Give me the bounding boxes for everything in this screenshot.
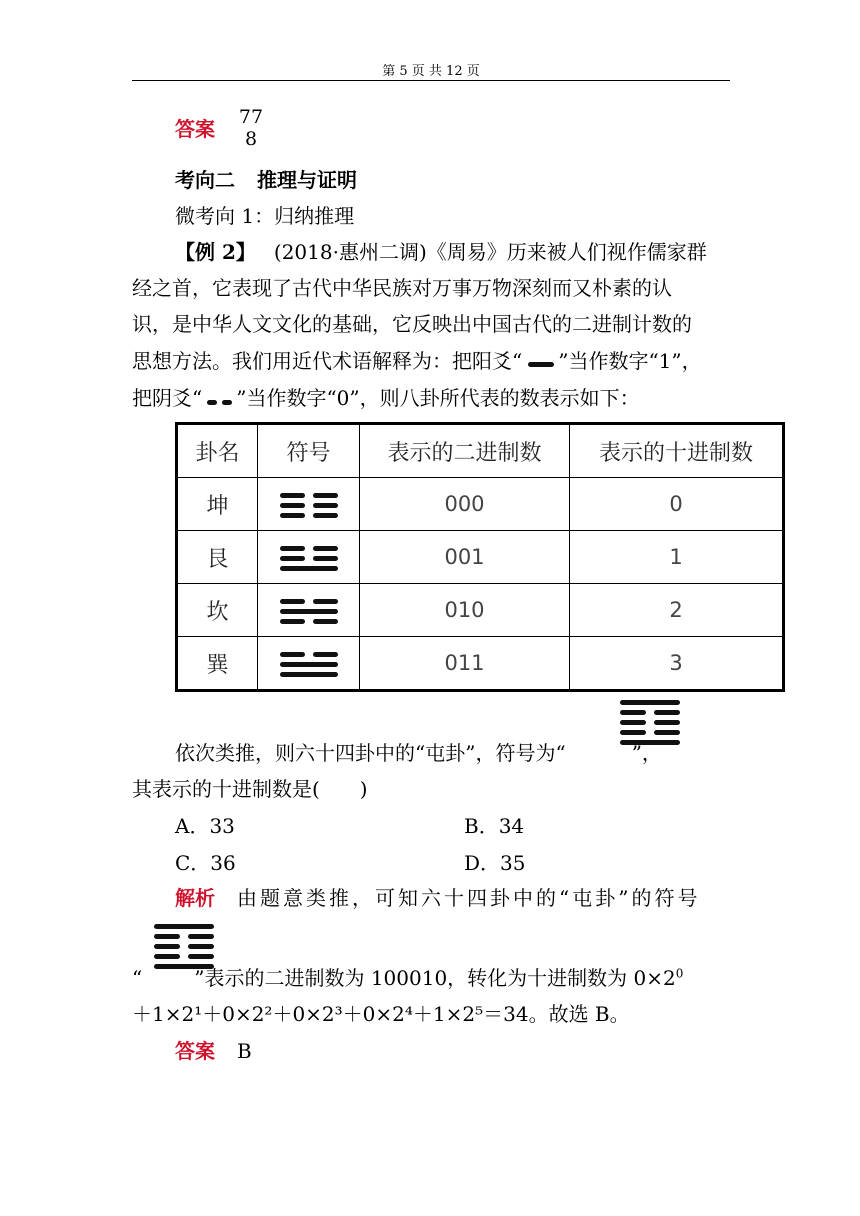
option-c[interactable]: C．36	[175, 851, 236, 875]
section-subtitle: 微考向 1：归纳推理	[175, 204, 355, 228]
trigram-binary: 001	[360, 531, 570, 584]
trigram-name: 巽	[177, 637, 258, 691]
yang-line-icon	[522, 353, 558, 373]
solution-line-3: ＋1×2¹＋0×2²＋0×2³＋0×2⁴＋1×2⁵＝34。故选 B。	[132, 1002, 630, 1026]
trigram-name: 坎	[177, 584, 258, 637]
trigram-name: 艮	[177, 531, 258, 584]
fraction-denominator: 8	[244, 128, 258, 150]
example-line-1	[175, 240, 707, 264]
trigram-symbol-cell	[258, 637, 360, 691]
answer-2-label: 答案	[175, 1039, 215, 1063]
solution-label: 解析	[175, 886, 215, 910]
header-name: 卦名	[177, 424, 258, 478]
fraction-numerator: 77	[238, 106, 264, 128]
solution-line-1	[175, 886, 700, 910]
example-text-5b: ”当作数字“0”，则八卦所代表的数表示如下：	[236, 386, 640, 410]
header-decimal: 表示的十进制数	[570, 424, 784, 478]
table-row	[177, 478, 784, 531]
trigram-gen-icon	[278, 542, 340, 572]
table-row	[177, 584, 784, 637]
section-title-a: 考向二	[175, 168, 235, 192]
header-symbol: 符号	[258, 424, 360, 478]
trigram-decimal: 2	[570, 584, 784, 637]
example-line-3: 识，是中华人文文化的基础，它反映出中国古代的二进制计数的	[132, 312, 692, 336]
example-line-4	[132, 349, 702, 373]
question-text-1b: ”，	[631, 741, 662, 765]
option-b[interactable]: B．34	[464, 814, 525, 838]
section-title-b: 推理与证明	[257, 168, 357, 192]
example-text-5a: 把阴爻“	[132, 386, 203, 410]
solution-text-1: 由题意类推，可知六十四卦中的“屯卦”的符号	[237, 886, 701, 910]
trigram-kun-icon	[278, 489, 340, 519]
trigram-decimal: 3	[570, 637, 784, 691]
option-a[interactable]: A．33	[175, 814, 235, 838]
table-header-row	[177, 424, 784, 478]
trigram-decimal: 1	[570, 531, 784, 584]
example-text-4b: ”当作数字“1”，	[558, 349, 702, 373]
trigram-name: 坤	[177, 478, 258, 531]
trigram-symbol-cell	[258, 478, 360, 531]
solution-text-2a: “	[132, 966, 143, 990]
trigram-binary: 000	[360, 478, 570, 531]
trigram-binary: 011	[360, 637, 570, 691]
header-rule	[132, 80, 730, 81]
trigram-table	[175, 422, 785, 692]
header-binary: 表示的二进制数	[360, 424, 570, 478]
answer-label: 答案	[175, 117, 215, 141]
option-d[interactable]: D．35	[464, 851, 526, 875]
example-tag: 【例 2】	[175, 240, 256, 264]
trigram-decimal: 0	[570, 478, 784, 531]
question-line-1	[175, 741, 662, 765]
answer-fraction	[238, 106, 264, 150]
example-line-5	[132, 386, 640, 410]
example-text-1: (2018·惠州二调)《周易》历来被人们视作儒家群	[273, 240, 707, 264]
example-text-4a: 思想方法。我们用近代术语解释为：把阳爻“	[132, 349, 523, 373]
solution-line-2	[132, 966, 683, 990]
answer-2-line	[175, 1039, 252, 1063]
example-line-2: 经之首，它表现了古代中华民族对万事万物深刻而又朴素的认	[132, 276, 672, 300]
page-header: 第 5 页 共 12 页	[382, 64, 480, 79]
table-row	[177, 531, 784, 584]
solution-exponent: 0	[675, 966, 684, 981]
trigram-symbol-cell	[258, 584, 360, 637]
answer-2-value: B	[237, 1039, 252, 1063]
yin-line-icon	[202, 390, 236, 410]
trigram-kan-icon	[278, 595, 340, 625]
question-text-1a: 依次类推，则六十四卦中的“屯卦”，符号为“	[175, 741, 566, 765]
solution-text-2b: ”表示的二进制数为 100010，转化为十进制数为 0×2	[194, 966, 676, 990]
trigram-binary: 010	[360, 584, 570, 637]
section-title	[175, 168, 357, 192]
trigram-xun-icon	[278, 648, 340, 678]
trigram-symbol-cell	[258, 531, 360, 584]
question-line-2: 其表示的十进制数是( )	[132, 777, 368, 801]
table-row	[177, 637, 784, 691]
